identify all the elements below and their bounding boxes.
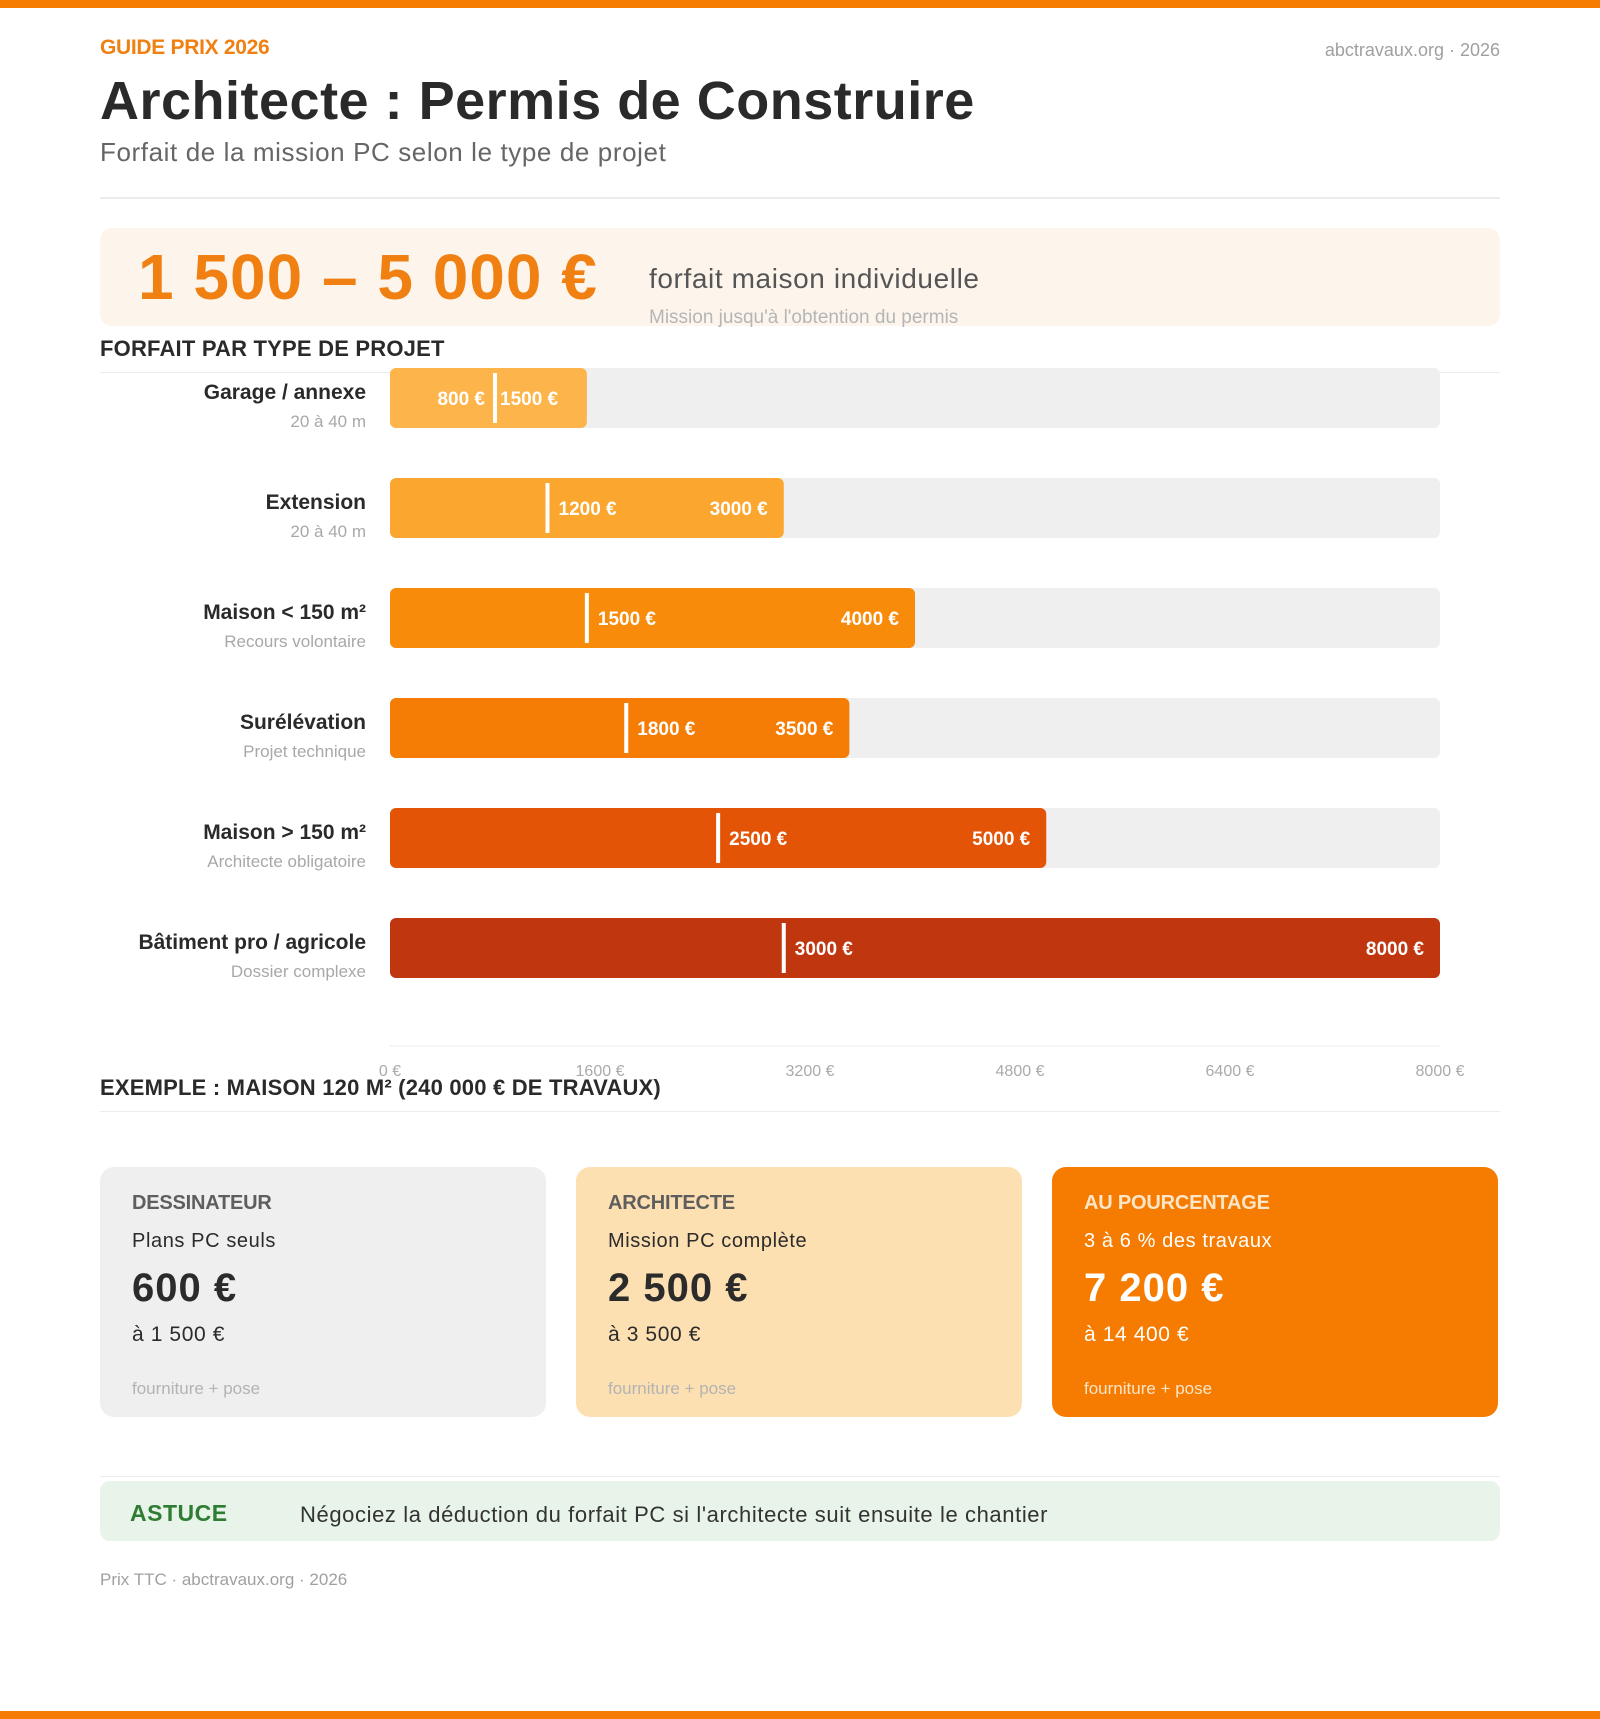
page-subtitle: Forfait de la mission PC selon le type de projet: [100, 137, 667, 167]
category-label: Garage / annexe: [203, 381, 366, 404]
site-credit: abctravaux.org · 2026: [1324, 40, 1500, 60]
min-value-label: 800 €: [437, 389, 485, 410]
card-dessinateur: [100, 1167, 546, 1417]
eyebrow-label: GUIDE PRIX 2026: [100, 36, 270, 59]
min-value-label: 1800 €: [637, 719, 696, 740]
category-sublabel: Architecte obligatoire: [207, 852, 366, 871]
max-value-label: 3500 €: [775, 719, 834, 740]
card-subtitle: Mission PC complète: [608, 1230, 808, 1252]
x-tick-label: 8000 €: [1415, 1063, 1465, 1080]
example-section-divider: [100, 1111, 1500, 1112]
x-tick-label: 3200 €: [785, 1063, 835, 1080]
card-subtitle: 3 à 6 % des travaux: [1084, 1230, 1273, 1252]
tip-divider: [100, 1476, 1500, 1477]
x-tick-label: 0 €: [378, 1063, 402, 1080]
tip-label: ASTUCE: [130, 1500, 228, 1526]
bottom-accent-bar: [0, 1711, 1600, 1719]
card-title: AU POURCENTAGE: [1084, 1192, 1270, 1214]
max-value-label: 5000 €: [972, 829, 1031, 850]
card-architecte: [576, 1167, 1022, 1417]
tip-text: Négociez la déduction du forfait PC si l'architecte suit ensuite le chantier: [300, 1502, 1049, 1527]
min-value-label: 3000 €: [794, 939, 853, 960]
card-title: ARCHITECTE: [608, 1192, 735, 1214]
bar-min-marker: [585, 593, 589, 643]
card-note: fourniture + pose: [1084, 1379, 1213, 1398]
min-value-label: 2500 €: [729, 829, 788, 850]
max-value-label: 1500 €: [500, 389, 559, 410]
max-value-label: 3000 €: [709, 499, 768, 520]
category-sublabel: Recours volontaire: [224, 632, 366, 651]
card-price-max: à 14 400 €: [1084, 1323, 1190, 1346]
footer-note: Prix TTC · abctravaux.org · 2026: [100, 1570, 348, 1589]
x-tick-label: 1600 €: [575, 1063, 625, 1080]
max-value-label: 4000 €: [840, 609, 899, 630]
max-value-label: 8000 €: [1365, 939, 1424, 960]
hero-note: Mission jusqu'à l'obtention du permis: [649, 307, 959, 328]
hero-price-range: 1 500 – 5 000 €: [138, 241, 598, 313]
chart-section-title: FORFAIT PAR TYPE DE PROJET: [100, 336, 445, 361]
category-label: Bâtiment pro / agricole: [138, 931, 366, 954]
page-title: Architecte : Permis de Construire: [100, 71, 975, 131]
header-divider: [100, 197, 1500, 199]
card-price-max: à 3 500 €: [608, 1323, 701, 1346]
category-label: Surélévation: [239, 711, 366, 734]
card-price: 7 200 €: [1084, 1266, 1225, 1310]
bar-min-marker: [493, 373, 497, 423]
min-value-label: 1500 €: [597, 609, 656, 630]
category-label: Maison < 150 m²: [203, 601, 366, 624]
card-price: 600 €: [132, 1266, 238, 1310]
range-bar-chart: [0, 360, 1600, 1090]
category-sublabel: Dossier complexe: [230, 962, 366, 981]
bar-max: [390, 918, 1440, 978]
x-tick-label: 4800 €: [995, 1063, 1045, 1080]
bar-min-marker: [546, 483, 550, 533]
card-price: 2 500 €: [608, 1266, 749, 1310]
x-tick-label: 6400 €: [1205, 1063, 1255, 1080]
category-sublabel: Projet technique: [243, 742, 366, 761]
card-price-max: à 1 500 €: [132, 1323, 225, 1346]
top-accent-bar: [0, 0, 1600, 8]
category-label: Maison > 150 m²: [203, 821, 366, 844]
card-pourcentage: [1052, 1167, 1498, 1417]
hero-label: forfait maison individuelle: [649, 263, 980, 294]
min-value-label: 1200 €: [558, 499, 617, 520]
card-title: DESSINATEUR: [132, 1192, 272, 1214]
example-section-title: EXEMPLE : MAISON 120 M² (240 000 € DE TRAVAUX): [100, 1075, 661, 1100]
bar-min-marker: [716, 813, 720, 863]
category-sublabel: 20 à 40 m: [290, 522, 366, 541]
bar-min-marker: [782, 923, 786, 973]
category-label: Extension: [265, 491, 366, 514]
card-subtitle: Plans PC seuls: [132, 1230, 277, 1252]
card-note: fourniture + pose: [608, 1379, 737, 1398]
category-sublabel: 20 à 40 m: [290, 412, 366, 431]
bar-min-marker: [624, 703, 628, 753]
card-note: fourniture + pose: [132, 1379, 261, 1398]
